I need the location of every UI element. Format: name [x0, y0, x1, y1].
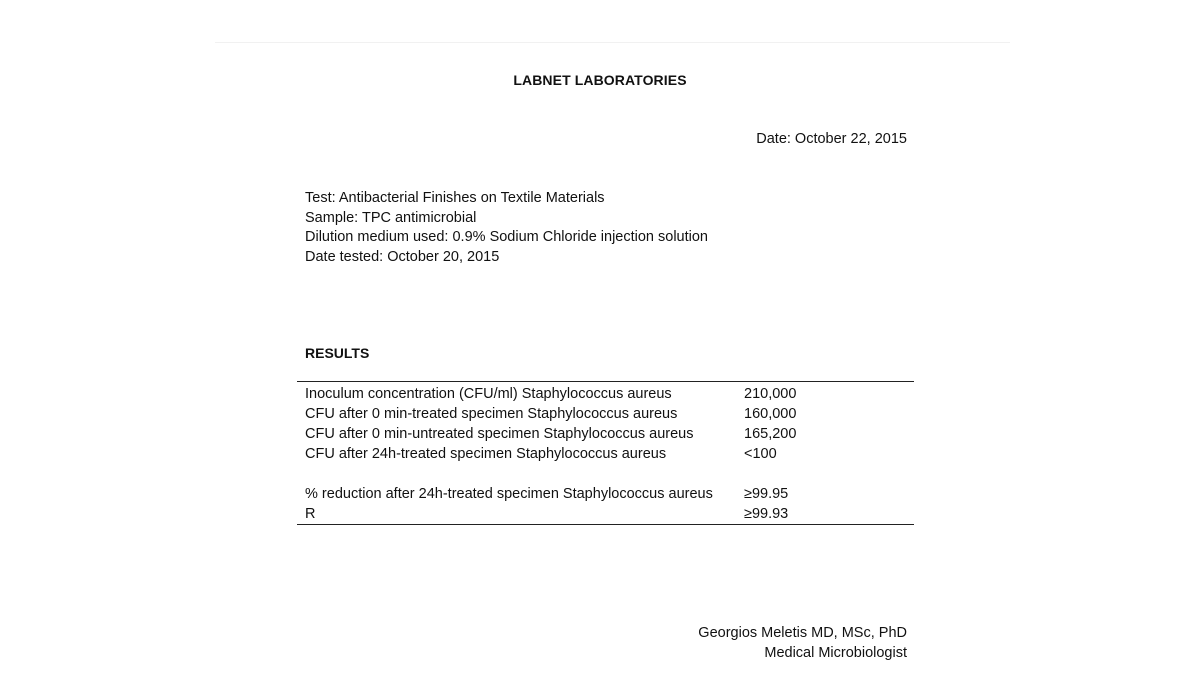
results-row — [297, 444, 914, 464]
page-top-divider — [215, 42, 1010, 43]
results-row — [297, 382, 914, 405]
dilution-medium-line: Dilution medium used: 0.9% Sodium Chloride injection solution — [305, 229, 708, 245]
date-tested-line: Date tested: October 20, 2015 — [305, 248, 500, 265]
result-label: % reduction after 24h-treated specimen Staphylococcus aureus — [305, 486, 713, 502]
results-spacer-row — [297, 464, 914, 484]
result-label: CFU after 24h-treated specimen Staphylococcus aureus — [305, 446, 667, 462]
lab-name-heading: LABNET LABORATORIES — [513, 72, 687, 88]
result-label: CFU after 0 min-treated specimen Staphylococcus aureus — [305, 406, 678, 422]
sample-line: Sample: TPC antimicrobial — [305, 209, 477, 226]
report-date: Date: October 22, 2015 — [756, 131, 907, 147]
result-value: 160,000 — [744, 406, 797, 422]
result-value: 210,000 — [744, 386, 797, 402]
result-value: ≥99.95 — [744, 486, 789, 502]
signature-block — [698, 623, 907, 663]
result-label: Inoculum concentration (CFU/ml) Staphylococcus aureus — [305, 386, 672, 402]
results-row — [297, 424, 914, 444]
signatory-name: Georgios Meletis MD, MSc, PhD — [698, 625, 907, 641]
test-info-block — [305, 189, 708, 267]
results-table — [297, 381, 914, 525]
result-label: R — [305, 506, 316, 522]
results-row — [297, 404, 914, 424]
result-value: 165,200 — [744, 426, 797, 442]
result-label: CFU after 0 min-untreated specimen Staphylococcus aureus — [305, 426, 694, 442]
result-value: ≥99.93 — [744, 506, 789, 522]
result-value: <100 — [744, 446, 777, 462]
results-row — [297, 504, 914, 525]
signatory-title: Medical Microbiologist — [764, 645, 907, 661]
results-heading: RESULTS — [305, 345, 370, 361]
results-row — [297, 484, 914, 504]
test-name-line: Test: Antibacterial Finishes on Textile Materials — [305, 190, 605, 206]
